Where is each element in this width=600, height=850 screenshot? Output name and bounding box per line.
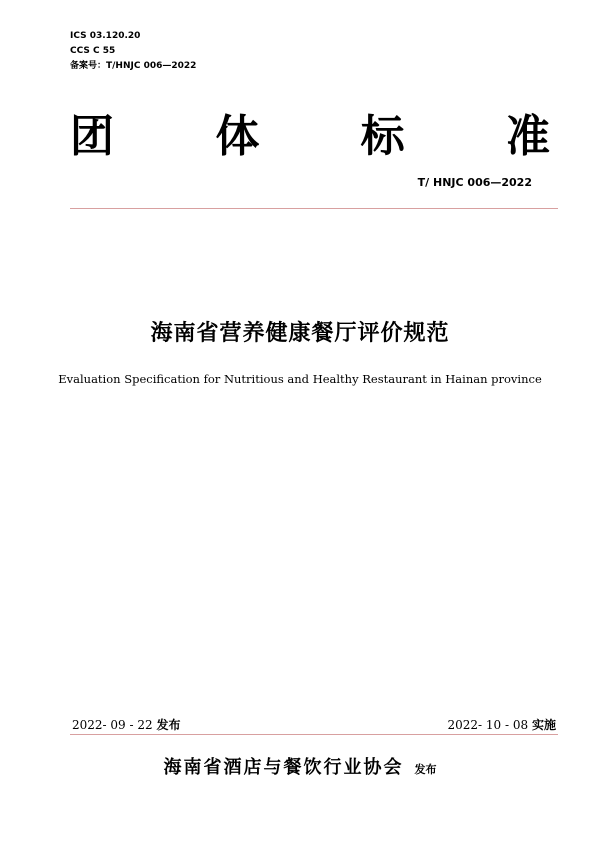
ics-code: ICS 03.120.20 — [70, 31, 141, 41]
ccs-code: CCS C 55 — [70, 46, 116, 56]
standard-code: T/ HNJC 006—2022 — [417, 176, 532, 189]
release-date-value: 2022- 09 - 22 — [72, 718, 153, 732]
standard-type-char: 体 — [215, 111, 260, 162]
issuer — [0, 753, 600, 779]
standard-type-char: 团 — [70, 111, 114, 162]
implement-date — [448, 716, 556, 733]
issuer-label: 发布 — [414, 763, 437, 776]
issuer-org: 海南省酒店与餐饮行业协会 — [163, 757, 404, 778]
title-english: Evaluation Specification for Nutritious and Healthy Restaurant in Hainan province — [58, 372, 542, 386]
release-label: 发布 — [156, 718, 181, 732]
title-chinese: 海南省营养健康餐厅评价规范 — [150, 321, 450, 346]
implement-label: 实施 — [531, 718, 556, 732]
standard-type-char: 准 — [505, 111, 550, 162]
standard-type-title — [70, 110, 550, 164]
release-date — [72, 716, 180, 733]
bottom-divider — [70, 734, 558, 735]
filing-number: 备案号：T/HNJC 006—2022 — [70, 61, 197, 71]
implement-date-value: 2022- 10 - 08 — [447, 718, 529, 732]
top-divider — [70, 208, 558, 209]
standard-type-char: 标 — [360, 111, 405, 162]
